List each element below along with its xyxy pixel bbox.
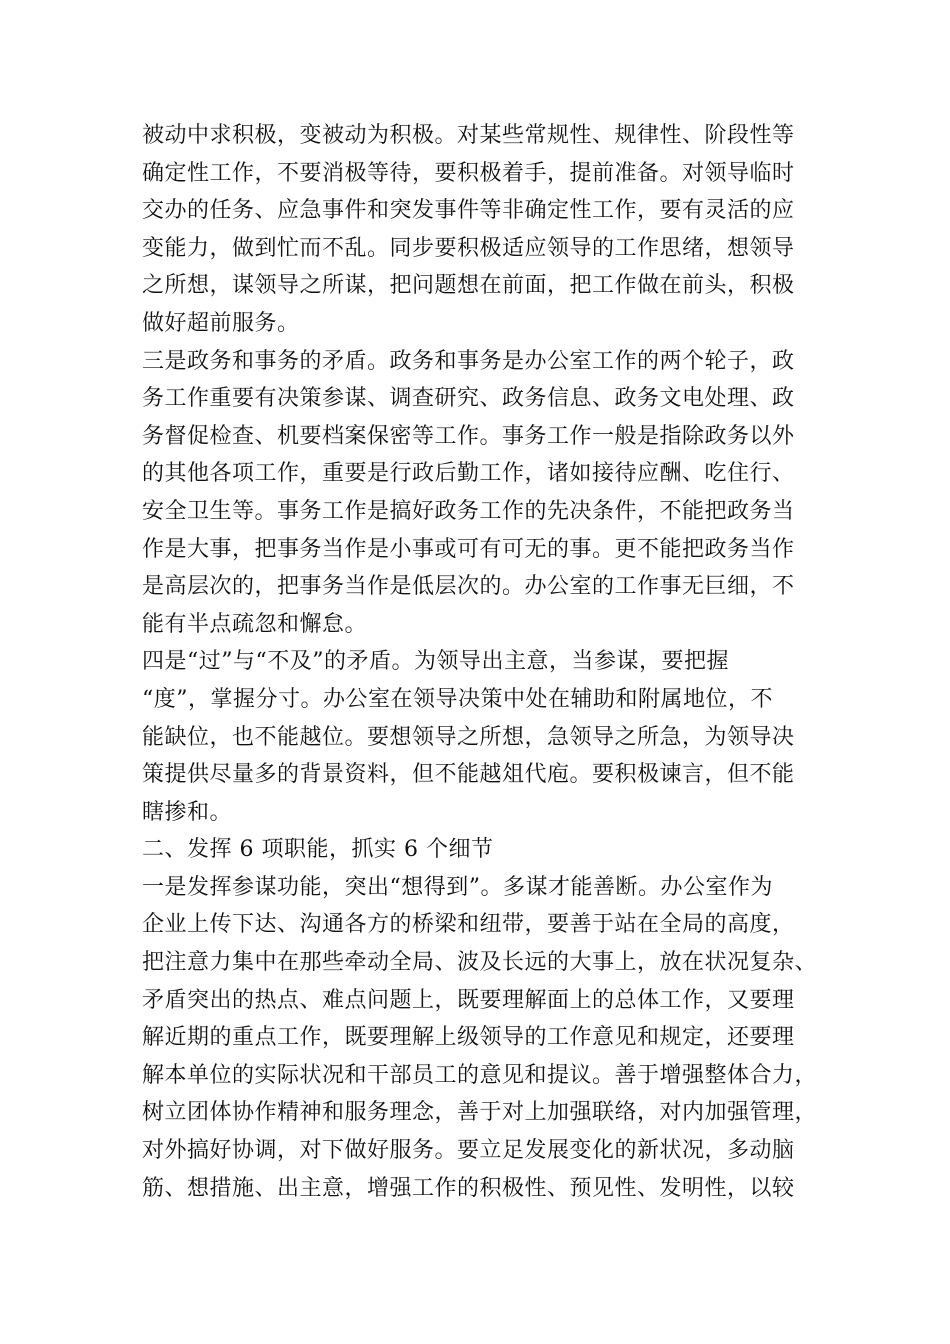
text-line: 解近期的重点工作，既要理解上级领导的工作意见和规定，还要理 xyxy=(142,1025,795,1051)
text-line: 做好超前服务。 xyxy=(142,310,300,336)
text-line: 变能力，做到忙而不乱。同步要积极适应领导的工作思绪，想领导 xyxy=(142,235,795,261)
text-line: 被动中求积极，变被动为积极。对某些常规性、规律性、阶段性等 xyxy=(142,123,795,148)
text-line: 矛盾突出的热点、难点问题上，既要理解面上的总体工作，又要理 xyxy=(142,987,795,1013)
text-line: 作是大事，把事务当作是小事或可有可无的事。更不能把政务当作 xyxy=(142,536,795,562)
text-line: 能有半点疏忽和懈怠。 xyxy=(142,611,368,637)
text-line: 策提供尽量多的背景资料，但不能越俎代庖。要积极谏言，但不能 xyxy=(142,762,795,788)
text-line: 的其他各项工作，重要是行政后勤工作，诸如接待应酬、吃住行、 xyxy=(142,461,795,487)
text-line: 瞎掺和。 xyxy=(142,799,233,825)
text-line: 把注意力集中在那些牵动全局、波及长远的大事上，放在状况复杂、 xyxy=(142,950,818,976)
text-line: 确定性工作，不要消极等待，要积极着手，提前准备。对领导临时 xyxy=(142,160,795,186)
text-line: 是高层次的，把事务当作是低层次的。办公室的工作事无巨细，不 xyxy=(142,574,795,600)
text-line: 之所想，谋领导之所谋，把问题想在前面，把工作做在前头，积极 xyxy=(142,273,795,299)
paragraph-heading-line: 一是发挥参谋功能，突出“想得到”。多谋才能善断。办公室作为 xyxy=(142,874,773,900)
paragraph-heading-line: 三是政务和事务的矛盾。政务和事务是办公室工作的两个轮子，政 xyxy=(142,348,795,374)
paragraph-heading-line: 四是“过”与“不及”的矛盾。为领导出主意，当参谋，要把握 xyxy=(142,649,729,675)
document-body xyxy=(142,117,832,1207)
text-line: 能缺位，也不能越位。要想领导之所想，急领导之所急，为领导决 xyxy=(142,724,795,750)
text-line: 对外搞好协调，对下做好服务。要立足发展变化的新状况，多动脑 xyxy=(142,1138,795,1164)
text-line: 筋、想措施、出主意，增强工作的积极性、预见性、发明性，以较 xyxy=(142,1175,795,1201)
text-line: 企业上传下达、沟通各方的桥梁和纽带，要善于站在全局的高度， xyxy=(142,912,795,938)
text-line: 务工作重要有决策参谋、调查研究、政务信息、政务文电处理、政 xyxy=(142,386,795,412)
text-line: 解本单位的实际状况和干部员工的意见和提议。善于增强整体合力， xyxy=(142,1062,818,1088)
text-line: 安全卫生等。事务工作是搞好政务工作的先决条件，不能把政务当 xyxy=(142,498,795,524)
text-line: 树立团体协作精神和服务理念，善于对上加强联络，对内加强管理， xyxy=(142,1100,818,1126)
text-line: 务督促检查、机要档案保密等工作。事务工作一般是指除政务以外 xyxy=(142,423,795,449)
text-line: 交办的任务、应急事件和突发事件等非确定性工作，要有灵活的应 xyxy=(142,198,795,224)
section-heading: 二、发挥 6 项职能，抓实 6 个细节 xyxy=(142,837,494,863)
text-line: “度”，掌握分寸。办公室在领导决策中处在辅助和附属地位，不 xyxy=(142,686,773,712)
